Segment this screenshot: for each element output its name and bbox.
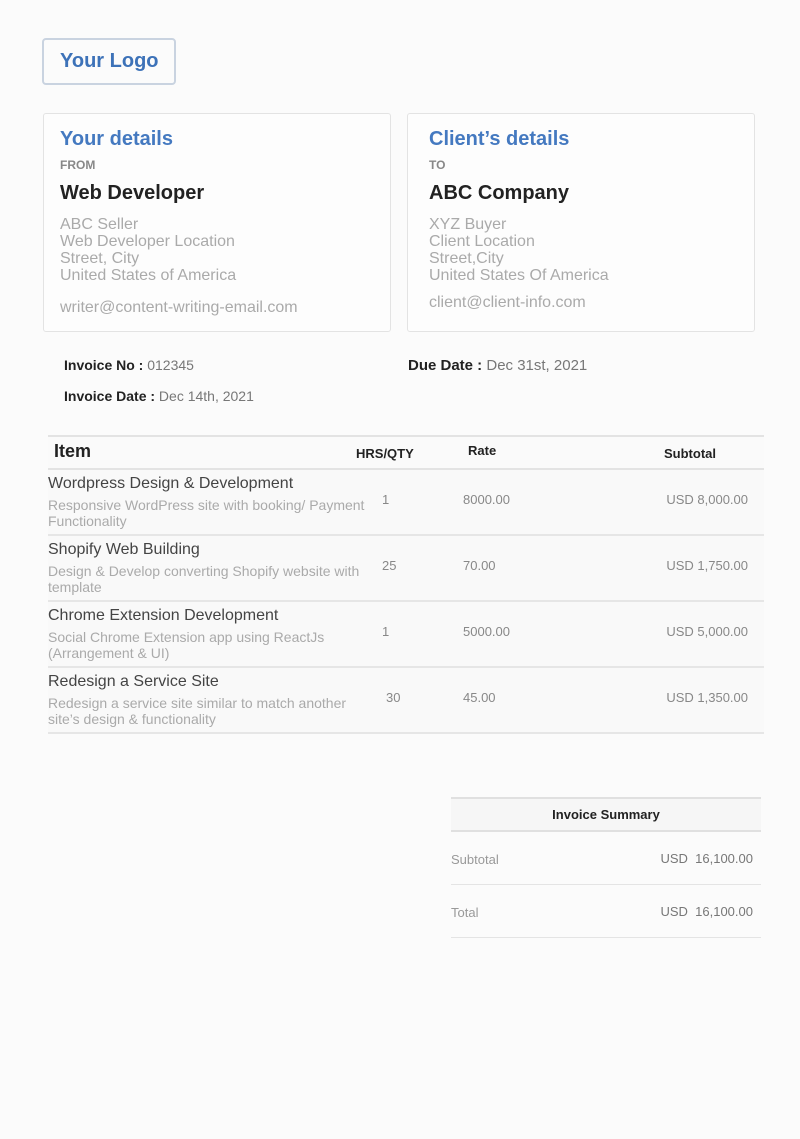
item-description: Design & Develop converting Shopify website with template	[48, 563, 360, 595]
address-line: XYZ Buyer	[429, 216, 507, 233]
invoice-number-label: Invoice No :	[64, 357, 148, 373]
due-date-value: Dec 31st, 2021	[486, 357, 588, 374]
due-date	[408, 357, 587, 374]
address-line: Street, City	[60, 250, 140, 267]
due-date-label: Due Date :	[408, 357, 487, 374]
summary-subtotal-row	[451, 832, 761, 885]
client-name: ABC Company	[429, 182, 570, 204]
table-row	[48, 470, 764, 536]
invoice-date-value: Dec 14th, 2021	[158, 388, 254, 404]
summary-subtotal-label: Subtotal	[451, 852, 499, 867]
client-address	[429, 216, 609, 284]
address-line: Street,City	[429, 250, 504, 267]
item-rate: 70.00	[463, 558, 496, 573]
invoice-date	[64, 388, 254, 404]
item-subtotal: USD 5,000.00	[666, 624, 748, 639]
item-title: Chrome Extension Development	[48, 607, 279, 624]
client-email: client@client-info.com	[429, 294, 586, 311]
item-qty: 1	[382, 492, 390, 507]
item-description: Social Chrome Extension app using ReactJs (Arrangement & UI)	[48, 629, 325, 661]
item-description: Responsive WordPress site with booking/ Payment Functionality	[48, 497, 365, 529]
item-title: Redesign a Service Site	[48, 673, 219, 690]
item-description: Redesign a service site similar to match another site’s design & functionality	[48, 695, 347, 727]
client-heading: Client’s details	[429, 128, 570, 150]
item-title: Wordpress Design & Development	[48, 475, 294, 492]
item-rate: 5000.00	[463, 624, 510, 639]
item-subtotal: USD 1,750.00	[666, 558, 748, 573]
item-subtotal: USD 8,000.00	[666, 492, 748, 507]
table-row	[48, 536, 764, 602]
invoice-date-label: Invoice Date :	[64, 388, 159, 404]
address-line: ABC Seller	[60, 216, 139, 233]
sender-name: Web Developer	[60, 182, 205, 204]
client-details-card	[407, 113, 755, 332]
header-item: Item	[54, 441, 92, 461]
table-row	[48, 602, 764, 668]
header-qty: HRS/QTY	[356, 446, 414, 461]
item-qty: 25	[382, 558, 397, 573]
invoice-number-value: 012345	[147, 357, 194, 373]
item-subtotal: USD 1,350.00	[666, 690, 748, 705]
table-row	[48, 668, 764, 734]
item-title: Shopify Web Building	[48, 541, 200, 558]
header-subtotal: Subtotal	[664, 446, 716, 461]
item-qty: 30	[386, 690, 401, 705]
from-label: FROM	[60, 158, 96, 172]
summary-total-row	[451, 885, 761, 938]
address-line: United States of America	[60, 267, 237, 284]
item-rate: 8000.00	[463, 492, 510, 507]
sender-email: writer@content-writing-email.com	[60, 299, 298, 316]
table-header	[48, 435, 764, 470]
item-rate: 45.00	[463, 690, 496, 705]
invoice-number	[64, 357, 194, 373]
summary-title: Invoice Summary	[451, 797, 761, 832]
to-label: TO	[429, 158, 446, 172]
header-rate: Rate	[468, 443, 497, 458]
address-line: United States Of America	[429, 267, 609, 284]
item-qty: 1	[382, 624, 390, 639]
address-line: Web Developer Location	[60, 233, 235, 250]
summary-subtotal-value: USD 16,100.00	[660, 851, 753, 866]
sender-details-card	[43, 113, 391, 332]
sender-address	[60, 216, 236, 284]
logo-placeholder: Your Logo	[42, 38, 176, 85]
address-line: Client Location	[429, 233, 535, 250]
items-table	[48, 435, 764, 734]
invoice-summary	[451, 797, 761, 938]
sender-heading: Your details	[60, 128, 173, 150]
summary-total-label: Total	[451, 905, 479, 920]
summary-total-value: USD 16,100.00	[660, 904, 753, 919]
